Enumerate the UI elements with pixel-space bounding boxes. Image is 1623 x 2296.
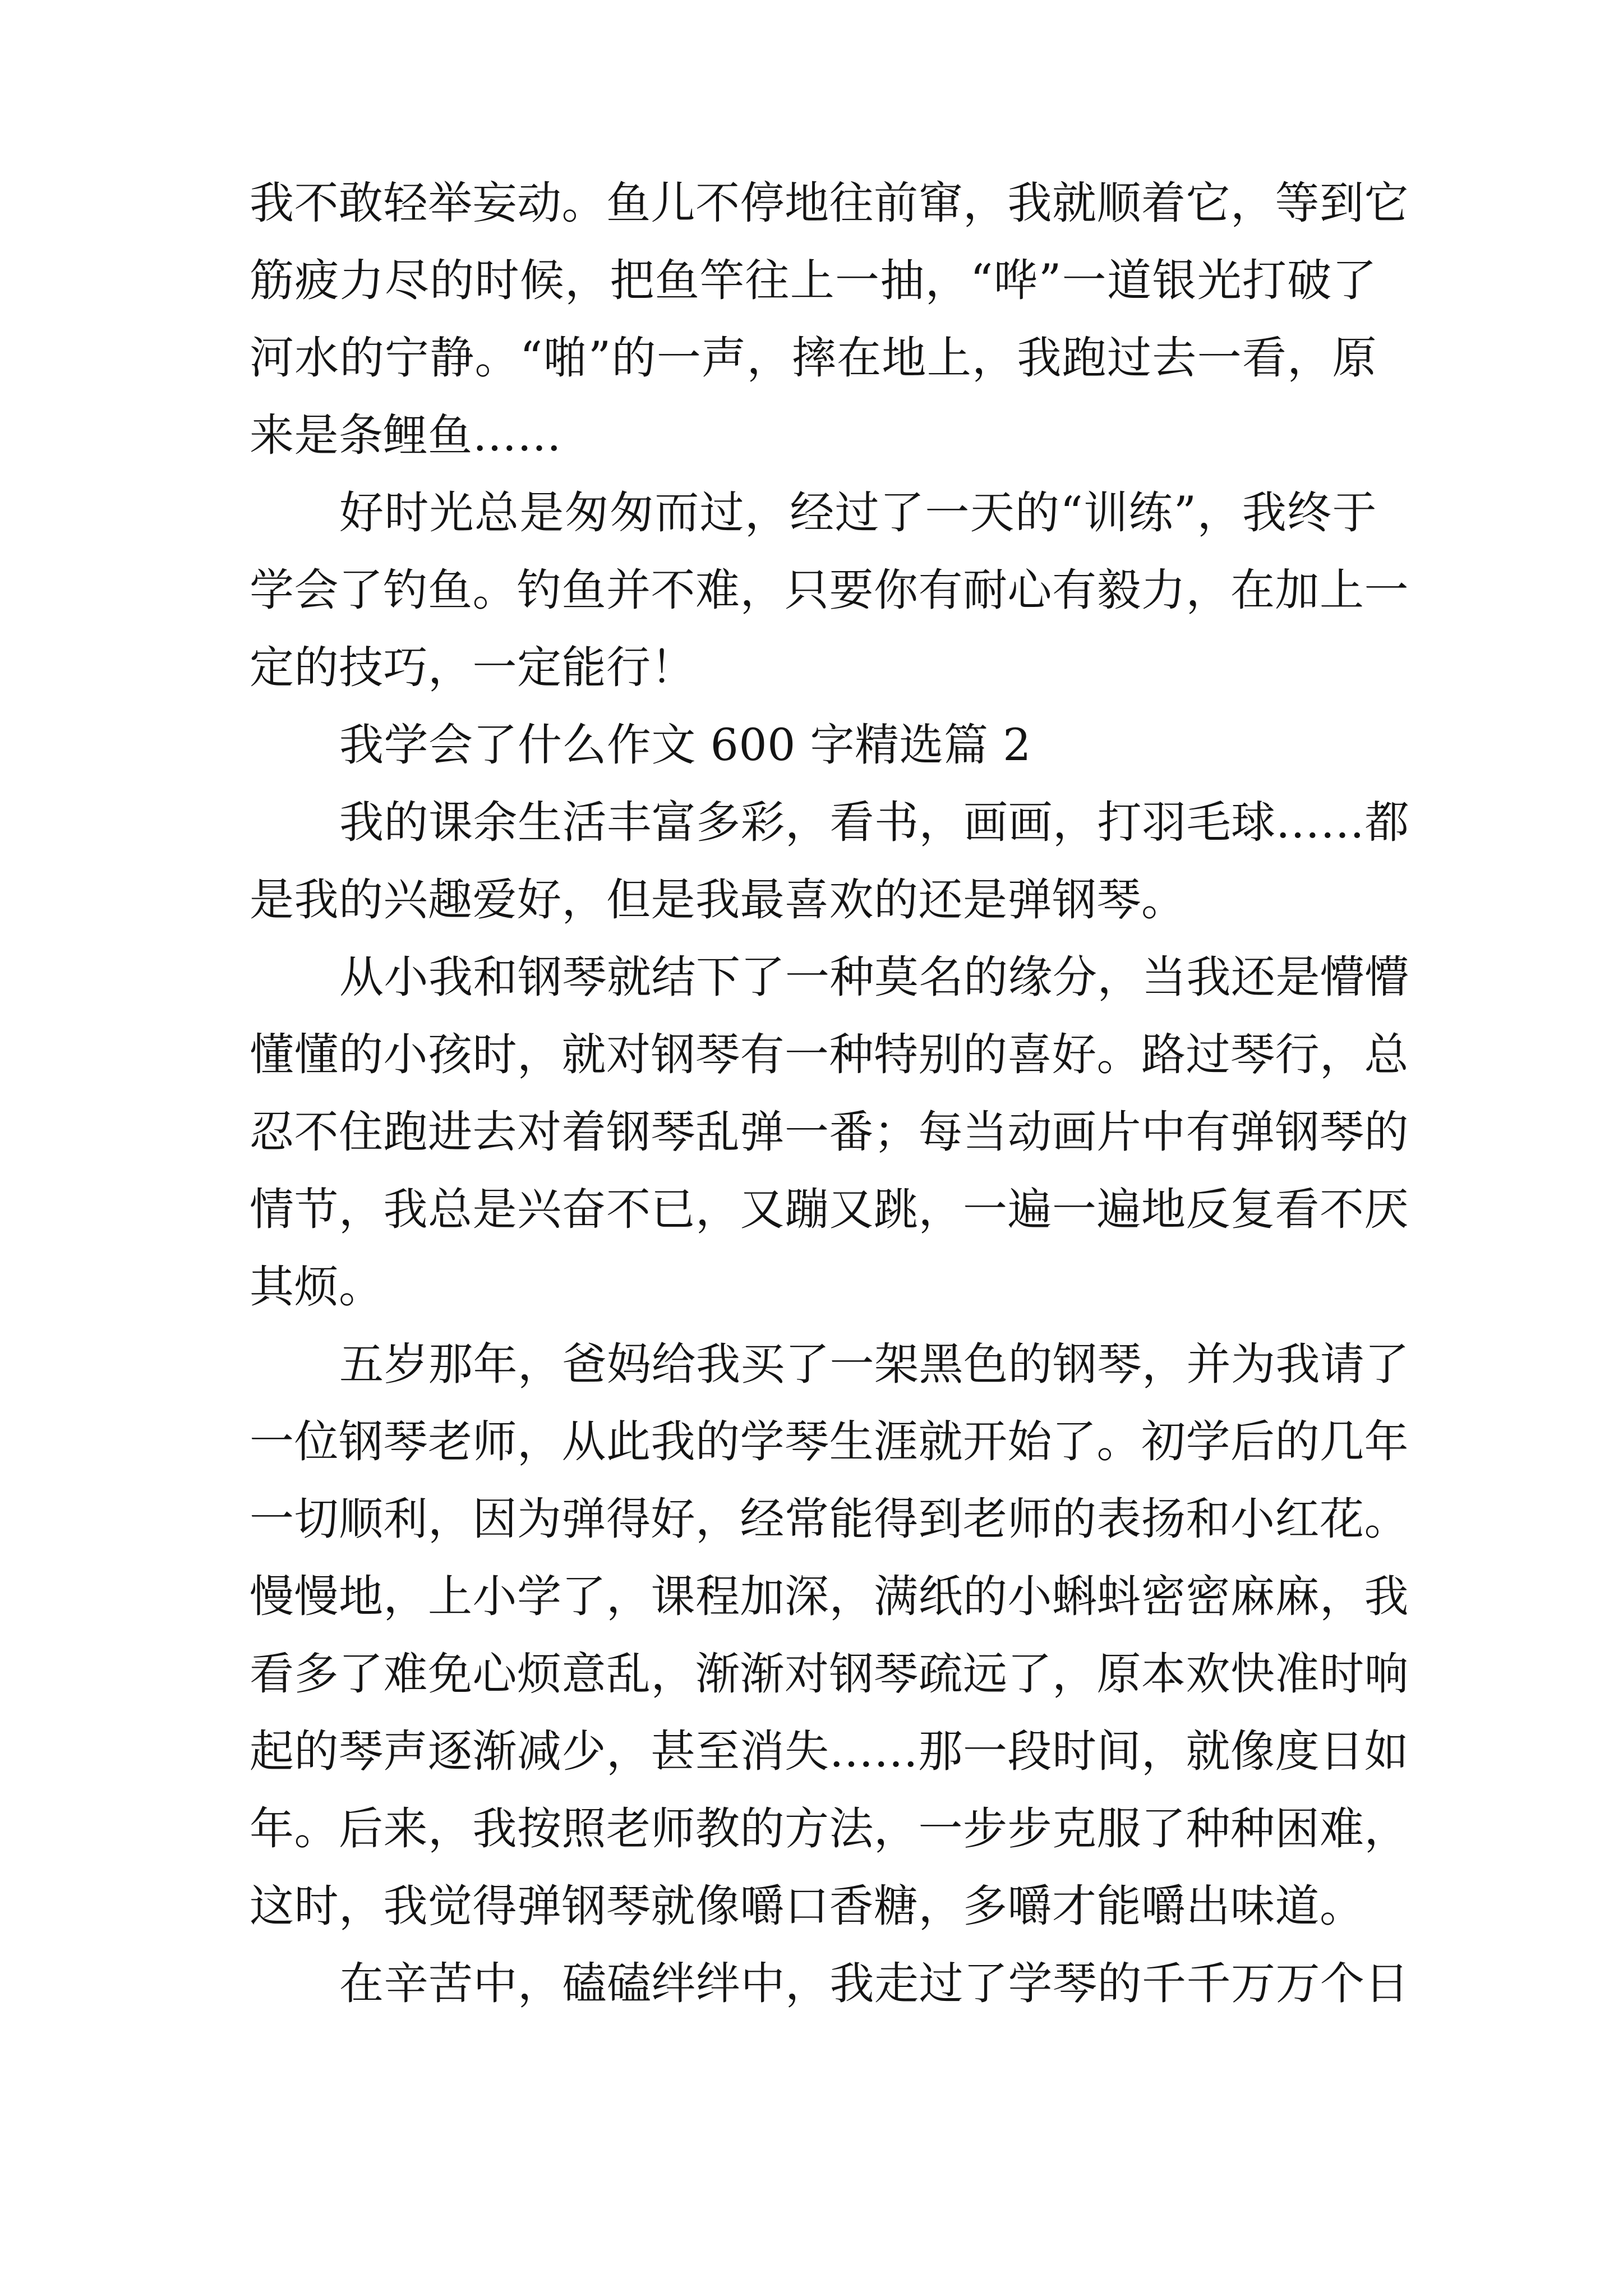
text-line: 好时光总是匆匆而过，经过了一天的“训练”，我终于 xyxy=(339,487,1377,539)
text-line: 我的课余生活丰富多彩，看书，画画，打羽毛球……都 xyxy=(339,797,1409,848)
text-line: 懂懂的小孩时，就对钢琴有一种特别的喜好。路过琴行，总 xyxy=(250,1029,1409,1080)
text-line: 是我的兴趣爱好，但是我最喜欢的还是弹钢琴。 xyxy=(250,874,1186,926)
text-line: 从小我和钢琴就结下了一种莫名的缘分，当我还是懵懵 xyxy=(339,951,1409,1003)
text-line: 我不敢轻举妄动。鱼儿不停地往前窜，我就顺着它，等到它 xyxy=(250,177,1409,229)
text-line: 起的琴声逐渐减少，甚至消失……那一段时间，就像度日如 xyxy=(250,1726,1409,1777)
text-line: 年。后来，我按照老师教的方法，一步步克服了种种困难， xyxy=(250,1803,1409,1855)
document-body xyxy=(250,164,1409,2022)
text-line: 忍不住跑进去对着钢琴乱弹一番；每当动画片中有弹钢琴的 xyxy=(250,1106,1409,1158)
text-line: 慢慢地，上小学了，课程加深，满纸的小蝌蚪密密麻麻，我 xyxy=(250,1571,1409,1622)
text-line: 来是条鲤鱼…… xyxy=(250,409,562,461)
text-line: 这时，我觉得弹钢琴就像嚼口香糖，多嚼才能嚼出味道。 xyxy=(250,1880,1364,1932)
text-line: 在辛苦中，磕磕绊绊中，我走过了学琴的千千万万个日 xyxy=(339,1958,1409,2009)
text-line: 五岁那年，爸妈给我买了一架黑色的钢琴，并为我请了 xyxy=(339,1338,1409,1390)
text-line: 其烦。 xyxy=(250,1261,384,1313)
text-line: 定的技巧，一定能行！ xyxy=(250,642,695,693)
text-line: 一切顺利，因为弹得好，经常能得到老师的表扬和小红花。 xyxy=(250,1493,1409,1545)
text-line: 筋疲力尽的时候，把鱼竿往上一抽，“哗”一道银光打破了 xyxy=(250,255,1377,306)
text-line: 看多了难免心烦意乱，渐渐对钢琴疏远了，原本欢快准时响 xyxy=(250,1648,1409,1700)
text-line: 学会了钓鱼。钓鱼并不难，只要你有耐心有毅力，在加上一 xyxy=(250,564,1409,616)
text-line: 情节，我总是兴奋不已，又蹦又跳，一遍一遍地反复看不厌 xyxy=(250,1184,1409,1235)
text-line: 一位钢琴老师，从此我的学琴生涯就开始了。初学后的几年 xyxy=(250,1416,1409,1467)
section-heading: 我学会了什么作文 600 字精选篇 2 xyxy=(339,719,1031,771)
text-line: 河水的宁静。“啪”的一声，摔在地上，我跑过去一看，原 xyxy=(250,332,1377,384)
